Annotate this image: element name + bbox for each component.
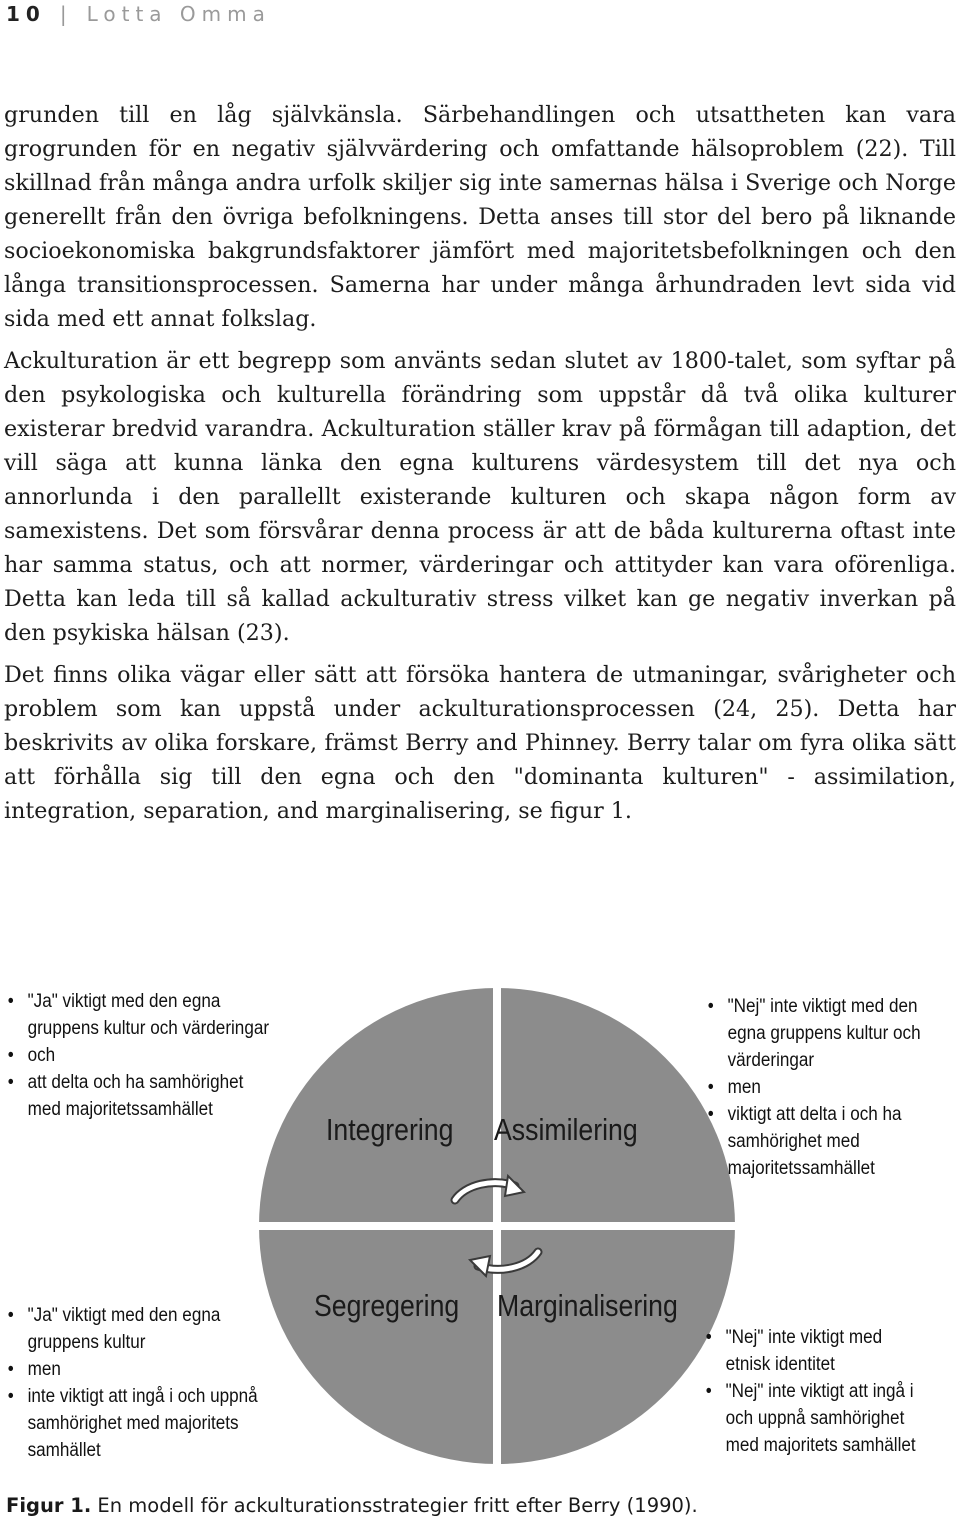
quadrant-label-assimilering: Assimilering	[494, 1112, 638, 1147]
bullets-bottom-left	[6, 1302, 306, 1464]
header-author: Lotta Omma	[86, 2, 271, 26]
bullet-item: • och	[7, 1045, 56, 1066]
bullet-item-continued: egna gruppens kultur och	[727, 1023, 921, 1044]
bullet-item: • "Nej" inte viktigt med den	[707, 996, 918, 1017]
paragraph-3: Det finns olika vägar eller sätt att försöka hantera de utmaningar, svårigheter och problem som kan uppstå under ackulturationsprocessen (24, 25). Detta har beskrivits av olika forskare, främst Berry and Phinney. Berry talar om fyra olika sätt att förhålla sig till den egna och den "dominanta kulturen" - assimilation, integration, separation, and marginalisering, se figur 1.	[4, 662, 956, 824]
bullet-item: • att delta och ha samhörighet	[7, 1072, 244, 1093]
bullet-item: • "Ja" viktigt med den egna	[7, 1305, 221, 1326]
quadrant-label-marginalisering: Marginalisering	[497, 1288, 678, 1323]
bullet-item-continued: samhället	[27, 1440, 101, 1461]
bullet-item-continued: värderingar	[727, 1050, 815, 1071]
bullet-item-continued: och uppnå samhörighet	[725, 1408, 905, 1429]
caption-label: Figur 1.	[6, 1494, 92, 1517]
acculturation-figure	[0, 960, 960, 1480]
bullets-top-right	[706, 993, 956, 1182]
page-header	[6, 0, 271, 28]
bullet-item-continued: samhörighet med	[727, 1131, 860, 1152]
page-number: 10	[6, 2, 46, 26]
bullets-top-left	[6, 988, 306, 1123]
paragraph-1: grunden till en låg självkänsla. Särbehandlingen och utsattheten kan vara grogrunden för en negativ självvärdering och omfattande hälsoproblem (22). Till skillnad från många andra urfolk skiljer sig inte samernas hälsa i Sverige och Norge generellt från den övriga befolkningens. Detta anses till stor del bero på liknande socioekonomiska bakgrundsfaktorer jämfört med majoritetsbefolkningen och den långa transitionsprocessen. Samerna har under många århundraden levt sida vid sida med ett annat folkslag.	[4, 102, 956, 332]
bullet-item: • "Nej" inte viktigt att ingå i	[705, 1381, 914, 1402]
quadrant-label-integrering: Integrering	[326, 1112, 454, 1147]
caption-text: En modell för ackulturationsstrategier fritt efter Berry (1990).	[91, 1494, 698, 1517]
bullet-item-continued: med majoritets samhället	[725, 1435, 916, 1456]
bullet-item: • "Nej" inte viktigt med	[705, 1327, 883, 1348]
bullet-item: • viktigt att delta i och ha	[707, 1104, 902, 1125]
bullet-item: • "Ja" viktigt med den egna	[7, 991, 221, 1012]
figure-caption	[6, 1494, 698, 1517]
bullet-item-continued: majoritetssamhället	[727, 1158, 875, 1179]
bullet-item-continued: gruppens kultur	[27, 1332, 146, 1353]
quadrant-label-segregering: Segregering	[314, 1288, 460, 1323]
bullet-item-continued: etnisk identitet	[725, 1354, 835, 1375]
header-divider: |	[59, 2, 73, 26]
bullet-item-continued: samhörighet med majoritets	[27, 1413, 239, 1434]
bullet-item-continued: med majoritetssamhället	[27, 1099, 213, 1120]
bullet-item: • men	[7, 1359, 61, 1380]
bullet-item-continued: gruppens kultur och värderingar	[27, 1018, 270, 1039]
bullet-item: • men	[707, 1077, 761, 1098]
bullets-bottom-right	[704, 1324, 958, 1459]
bullet-item: • inte viktigt att ingå i och uppnå	[7, 1386, 258, 1407]
paragraph-2: Ackulturation är ett begrepp som använts sedan slutet av 1800-talet, som syftar på den psykologiska och kulturella förändring som uppstår då två olika kulturer existerar bredvid varandra. Ackulturation ställer krav på förmågan till adaption, det vill säga att kunna länka den egna kulturens värdesystem till det nya och annorlunda i den parallellt existerande kulturen och skapa någon form av samexistens. Det som försvårar denna process är att de båda kulturerna oftast inte har samma status, och att normer, värderingar och attityder kan vara oförenliga. Detta kan leda till så kallad ackulturativ stress vilket kan ge negativ inverkan på den psykiska hälsan (23).	[4, 348, 956, 646]
body-text	[4, 98, 956, 828]
